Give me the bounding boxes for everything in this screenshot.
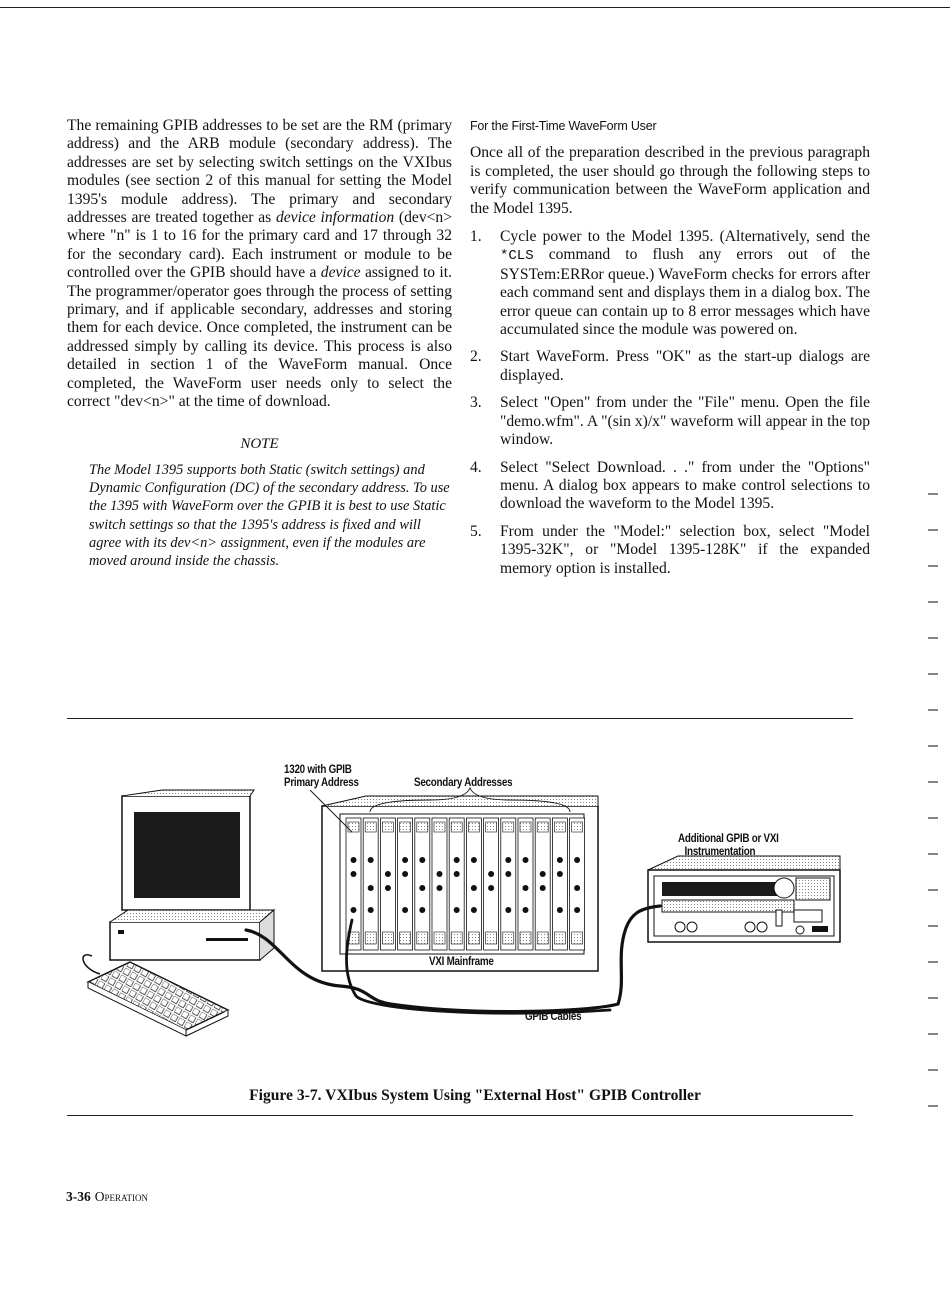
step-item: [470, 523, 870, 578]
step-text: [500, 228, 870, 339]
step-number: 4.: [470, 458, 482, 476]
step-text: [500, 459, 870, 514]
step-text: [500, 394, 870, 449]
label-gpib-cables: GPIB Cables: [525, 1009, 582, 1023]
computer-base-icon: [110, 910, 274, 960]
text-run: The remaining GPIB addresses to be set are the RM (primary address) and the ARB module (secondary address). The addresses are set by selecting switch settings on the VXIbus modules (see section 2 of this manual for setting the Model 1395's module address). The primary and secondary addresses are treated together as: [67, 117, 452, 227]
text-run: Start WaveForm. Press "OK" as the start-up dialogs are displayed.: [500, 348, 870, 384]
step-number: 3.: [470, 394, 482, 412]
step-number: 1.: [470, 228, 482, 246]
step-item: [470, 228, 870, 339]
label-secondary-addresses: Secondary Addresses: [414, 775, 513, 789]
command-code: *CLS: [500, 248, 534, 265]
label-line: Instrumentation: [684, 844, 756, 858]
caption-bottom-rule: [67, 1115, 853, 1116]
label-primary-address: [284, 763, 359, 789]
text-run: Select "Open" from under the "File" menu. Open the file "demo.wfm". A "(sin x)/x" waveform will appear in the top window.: [500, 394, 870, 449]
margin-marks: [924, 490, 944, 1140]
text-run: Cycle power to the Model 1395. (Alternatively, send the: [500, 228, 870, 246]
label-additional-instrumentation: [678, 832, 779, 858]
text-run: (dev<n> where "n" is 1 to 16 for the primary card and 17 through 32 for the secondary card). Each instrument or module to be controlled over the GPIB should have a: [67, 209, 452, 282]
page-footer: [66, 1189, 148, 1205]
step-text: [500, 348, 870, 385]
label-line: Primary Address: [284, 775, 359, 789]
steps-list: [470, 228, 870, 578]
vxi-mainframe-icon: [322, 796, 598, 971]
step-number: 2.: [470, 348, 482, 366]
computer-monitor-icon: [122, 790, 254, 920]
text-run: assigned to it. The programmer/operator goes through the process of setting primary, and if applicable secondary, addresses and storing them for each device. Once completed, the instrument can be addressed simply by calling its device. This process is also detailed in section 1 of the WaveForm manual. Once completed, the WaveForm user needs only to select the correct "dev<n>" at the time of download.: [67, 264, 452, 411]
left-column: [67, 117, 452, 570]
text-run: From under the "Model:" selection box, select "Model 1395-32K", or "Model 1395-128K" if the expanded memory option is installed.: [500, 522, 870, 577]
step-item: [470, 394, 870, 449]
right-column: [470, 117, 870, 587]
page-number: 3-36: [66, 1189, 91, 1204]
system-diagram: [70, 760, 870, 1060]
text-run: command to flush any errors out of the SYSTem:ERRor queue.) WaveForm checks for errors after each command sent and displays them in a dialog box. The error queue can contain up to 8 error messages which have accumulated since the module was powered on.: [500, 246, 870, 339]
instrument-icon: [648, 856, 840, 942]
body-paragraph: [67, 117, 452, 412]
section-heading: For the First-Time WaveForm User: [470, 119, 657, 133]
italic-term-device: device: [320, 264, 361, 282]
label-line: Additional GPIB or VXI: [678, 831, 779, 845]
label-line: 1320 with GPIB: [284, 762, 352, 776]
top-rule: [0, 7, 950, 8]
note-text: The Model 1395 supports both Static (switch settings) and Dynamic Configuration (DC) of the secondary address. To use the 1395 with WaveForm over the GPIB it is best to use Static switch settings so that the 1395's address is fixed and will agree with its dev<n> assignment, even if the modules are moved around inside the chassis.: [89, 461, 450, 569]
label-vxi-mainframe: VXI Mainframe: [429, 954, 494, 968]
step-text: [500, 523, 870, 578]
text-run: Select "Select Download. . ." from under the "Options" menu. A dialog box appears to make control selections to download the waveform to the Model 1395.: [500, 458, 870, 513]
keyboard-icon: [83, 955, 228, 1036]
step-item: [470, 459, 870, 514]
figure-caption: Figure 3-7. VXIbus System Using "External Host" GPIB Controller: [249, 1087, 701, 1104]
italic-term-device-information: device information: [275, 209, 395, 227]
step-item: [470, 348, 870, 385]
figure-top-rule: [67, 718, 853, 719]
section-name: Operation: [94, 1189, 149, 1204]
note-title: NOTE: [240, 435, 279, 452]
step-number: 5.: [470, 522, 482, 540]
intro-paragraph: Once all of the preparation described in the previous paragraph is completed, the user should go through the following steps to verify communication between the WaveForm application and the Model 1395.: [470, 144, 870, 217]
